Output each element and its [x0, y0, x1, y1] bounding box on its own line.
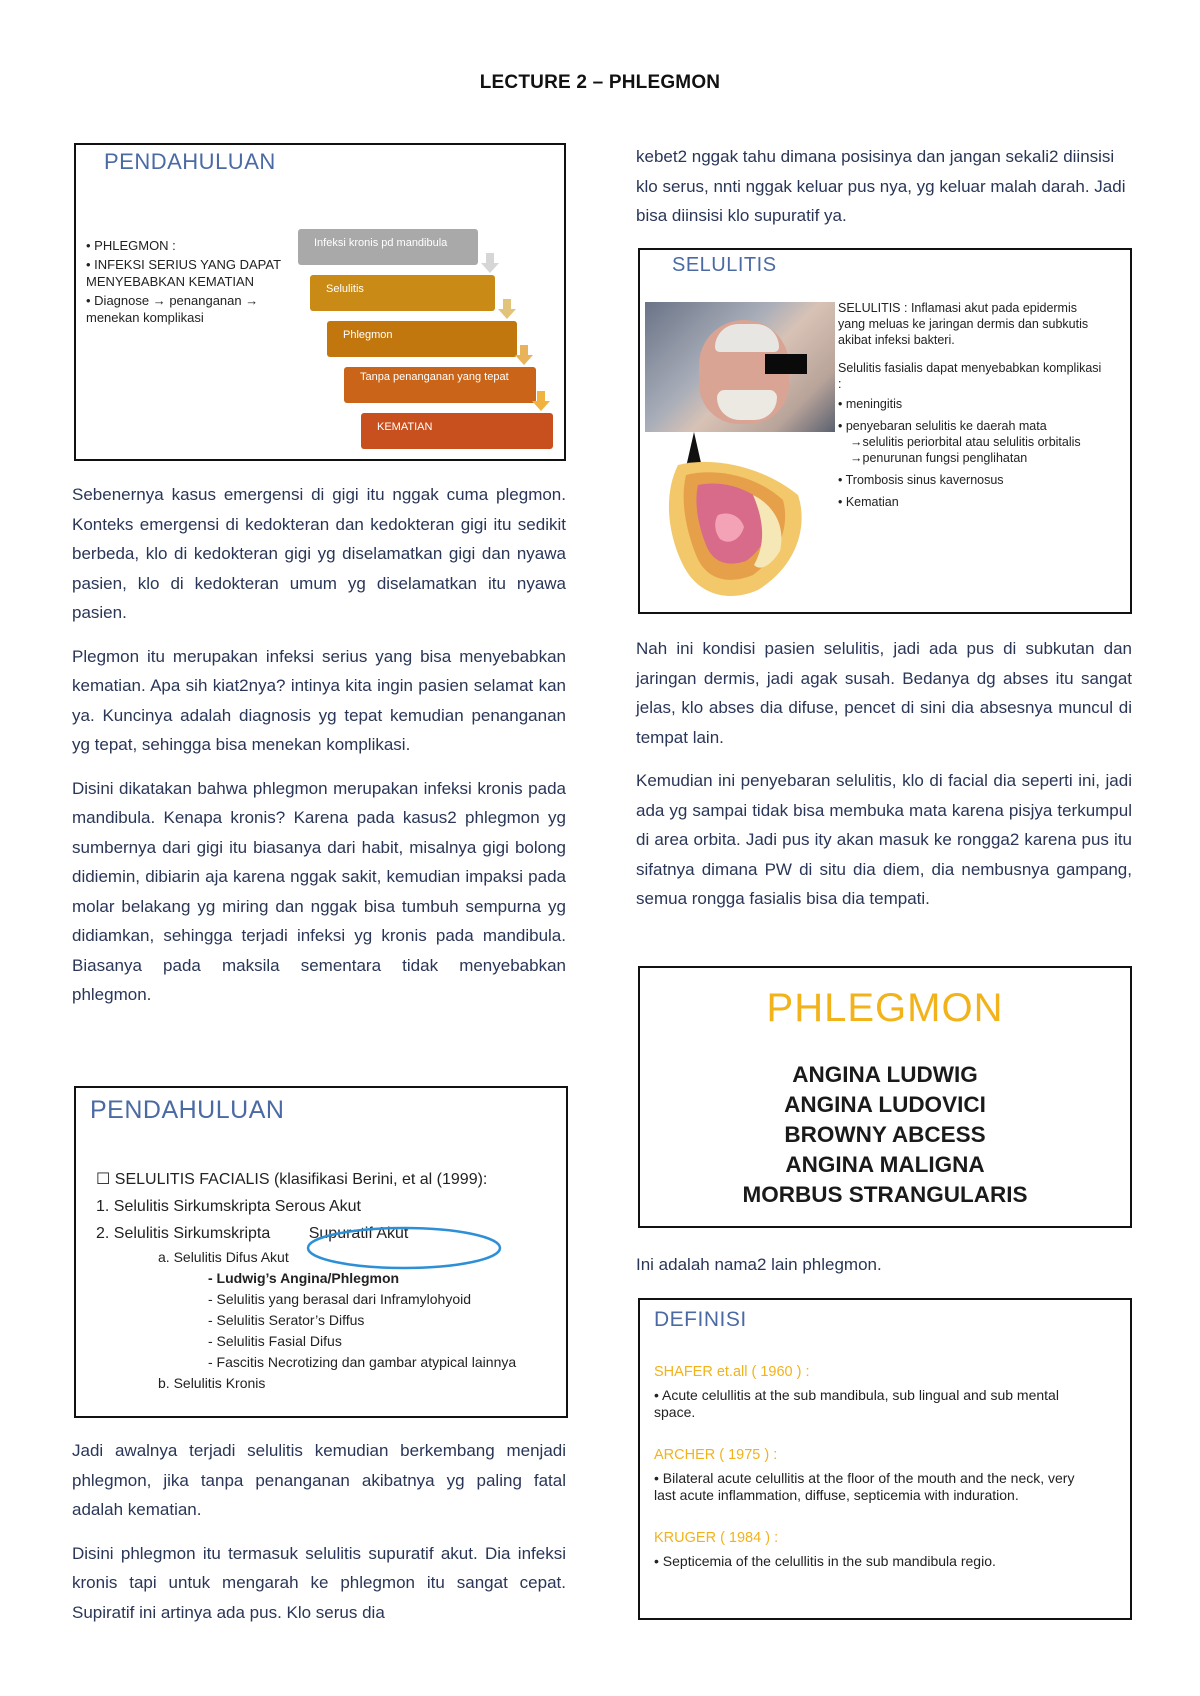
- paragraph: Ini adalah nama2 lain phlegmon.: [636, 1255, 882, 1274]
- highlight-ellipse: [304, 1223, 504, 1273]
- paragraph: Kemudian ini penyebaran selulitis, klo di facial dia seperti ini, jadi ada yg sampai tidak bisa membuka mata karena pisjya terkumpul di area orbita. Jadi pus ity akan masuk ke rongga2 karena pus itu sifatnya dimana PW di situ dia diem, dia nembusnya gampang, semua rongga fasialis bisa dia tempati.: [636, 771, 1132, 908]
- process-step: Phlegmon: [327, 321, 517, 357]
- bullet-item: • PHLEGMON :: [86, 238, 176, 253]
- source-text: • Bilateral acute celullitis at the floor of the mouth and the neck, very last acute inflammation, diffuse, septicemia with induration.: [654, 1470, 1075, 1503]
- slide-heading: PHLEGMON: [766, 986, 1004, 1030]
- slide-heading: PENDAHULUAN: [104, 149, 276, 174]
- list-item: - Selulitis Fasial Difus: [208, 1333, 342, 1349]
- list-item: • meningitis: [838, 397, 903, 411]
- anatomy-illustration: [658, 455, 818, 605]
- process-step: Infeksi kronis pd mandibula: [298, 229, 478, 265]
- list-item-label: 2. Selulitis Sirkumskripta: [96, 1225, 271, 1242]
- list-item: - Ludwig’s Angina/Phlegmon: [208, 1270, 400, 1286]
- list-item: - Selulitis Serator’s Diffus: [208, 1312, 365, 1328]
- right-text-block-3: [636, 1250, 1132, 1294]
- list-item: ANGINA LUDOVICI: [784, 1092, 986, 1117]
- paragraph: Sebenernya kasus emergensi di gigi itu nggak cuma plegmon. Konteks emergensi di kedokteran dan kedokteran gigi itu sedikit berbeda, klo di kedokteran gigi yg diselamatkan gigi dan nyawa pasien, klo di kedokteran umum yg diselamatkan itu nyawa pasien.: [72, 485, 566, 622]
- source-text: • Acute celullitis at the sub mandibula, sub lingual and sub mental space.: [654, 1387, 1059, 1420]
- slide-selulitis: [638, 248, 1132, 614]
- names-list: [640, 1060, 1130, 1210]
- definition-list: [654, 1354, 1094, 1570]
- list-item: • penyebaran selulitis ke daerah mata: [838, 419, 1047, 433]
- list-item: ANGINA LUDWIG: [792, 1062, 978, 1087]
- list-item: MORBUS STRANGULARIS: [742, 1182, 1028, 1207]
- bullet-item: • INFEKSI SERIUS YANG DAPAT MENYEBABKAN KEMATIAN: [86, 257, 281, 289]
- page-title: LECTURE 2 – PHLEGMON: [479, 72, 721, 93]
- list-item: BROWNY ABCESS: [784, 1122, 986, 1147]
- source-name: KRUGER ( 1984 ) :: [654, 1530, 779, 1546]
- source-text: • Septicemia of the celullitis in the sub mandibula regio.: [654, 1553, 996, 1569]
- paragraph: Jadi awalnya terjadi selulitis kemudian berkembang menjadi phlegmon, jika tanpa penanganan akibatnya yg paling fatal adalah kematian.: [72, 1441, 566, 1519]
- process-step: Selulitis: [310, 275, 495, 311]
- down-arrow-icon: [515, 345, 533, 365]
- circled-label: Supuratif Akut: [308, 1225, 409, 1242]
- list-item: ANGINA MALIGNA: [785, 1152, 985, 1177]
- slide-definisi: [638, 1298, 1132, 1620]
- list-item: b. Selulitis Kronis: [158, 1375, 266, 1391]
- paragraph: Nah ini kondisi pasien selulitis, jadi ada pus di subkutan dan jaringan dermis, jadi agak susah. Bedanya dg abses itu sangat jelas, klo abses dia difuse, pencet di sini dia absesnya muncul di tempat lain.: [636, 639, 1132, 747]
- down-arrow-icon: [498, 299, 516, 319]
- paragraph: kebet2 nggak tahu dimana posisinya dan jangan sekali2 diinsisi klo serus, nnti nggak keluar pus nya, yg keluar malah darah. Jadi bisa diinsisi klo supuratif ya.: [636, 147, 1126, 225]
- definition-text: SELULITIS : Inflamasi akut pada epidermis yang meluas ke jaringan dermis dan subkutis akibat infeksi bakteri.: [838, 301, 1089, 347]
- complication-intro: Selulitis fasialis dapat menyebabkan komplikasi :: [838, 361, 1102, 391]
- slide-heading: PENDAHULUAN: [90, 1096, 285, 1124]
- paragraph: Disini phlegmon itu termasuk selulitis supuratif akut. Dia infeksi kronis tapi untuk mengarah ke phlegmon itu sangat cepat. Supiratif ini artinya ada pus. Klo serus dia: [72, 1543, 566, 1622]
- process-step: Tanpa penanganan yang tepat: [344, 367, 536, 403]
- bullet-list: [86, 237, 291, 328]
- slide-heading: DEFINISI: [654, 1308, 747, 1331]
- selulitis-text: [838, 300, 1103, 510]
- list-item: • Trombosis sinus kavernosus: [838, 473, 1004, 487]
- left-text-block-1: [72, 480, 566, 1024]
- list-item: - Selulitis yang berasal dari Inframylohyoid: [208, 1291, 472, 1307]
- list-item: ☐ SELULITIS FACIALIS (klasifikasi Berini, et al (1999):: [96, 1171, 488, 1188]
- list-item: - Fascitis Necrotizing dan gambar atypical lainnya: [208, 1354, 517, 1370]
- slide-phlegmon-names: [638, 966, 1132, 1228]
- list-item: a. Selulitis Difus Akut: [158, 1249, 289, 1265]
- right-text-block-1: [636, 142, 1132, 245]
- slide-pendahuluan-2: [74, 1086, 568, 1418]
- list-item: • Kematian: [838, 495, 899, 509]
- list-item: →penurunan fungsi penglihatan: [850, 451, 1028, 465]
- list-item: 1. Selulitis Sirkumskripta Serous Akut: [96, 1198, 361, 1215]
- classification-list: [96, 1166, 536, 1394]
- left-text-block-2: [72, 1436, 566, 1641]
- source-name: ARCHER ( 1975 ) :: [654, 1447, 778, 1463]
- process-step: KEMATIAN: [361, 413, 553, 449]
- right-text-block-2: [636, 634, 1132, 928]
- slide-heading: SELULITIS: [672, 254, 777, 276]
- patient-photo: [645, 302, 835, 432]
- slide-pendahuluan-1: [74, 143, 566, 461]
- source-name: SHAFER et.all ( 1960 ) :: [654, 1364, 810, 1380]
- paragraph: Plegmon itu merupakan infeksi serius yang bisa menyebabkan kematian. Apa sih kiat2nya? intinya kita ingin pasien selamat kan ya. Kuncinya adalah diagnosis yg tepat kemudian penanganan yg tepat, sehingga bisa menekan komplikasi.: [72, 646, 566, 754]
- down-arrow-icon: [481, 253, 499, 273]
- down-arrow-icon: [532, 391, 550, 411]
- paragraph: Disini dikatakan bahwa phlegmon merupakan infeksi kronis pada mandibula. Kenapa kronis? Karena pada kasus2 phlegmon yg sumbernya dari gigi itu biasanya dari habit, misalnya gigi bolong didiemin, dibiarin aja karena nggak sakit, kemudian impaksi pada molar belakang yg miring dan nggak bisa tumbuh sempurna yg didiamkan, sehingga terjadi infeksi yg kronis pada mandibula. Biasanya pada maksila sementara tidak menyebabkan phlegmon.: [72, 778, 566, 1004]
- bullet-item: • Diagnose → penanganan → menekan komplikasi: [86, 293, 259, 325]
- list-item: →selulitis periorbital atau selulitis orbitalis: [850, 435, 1081, 449]
